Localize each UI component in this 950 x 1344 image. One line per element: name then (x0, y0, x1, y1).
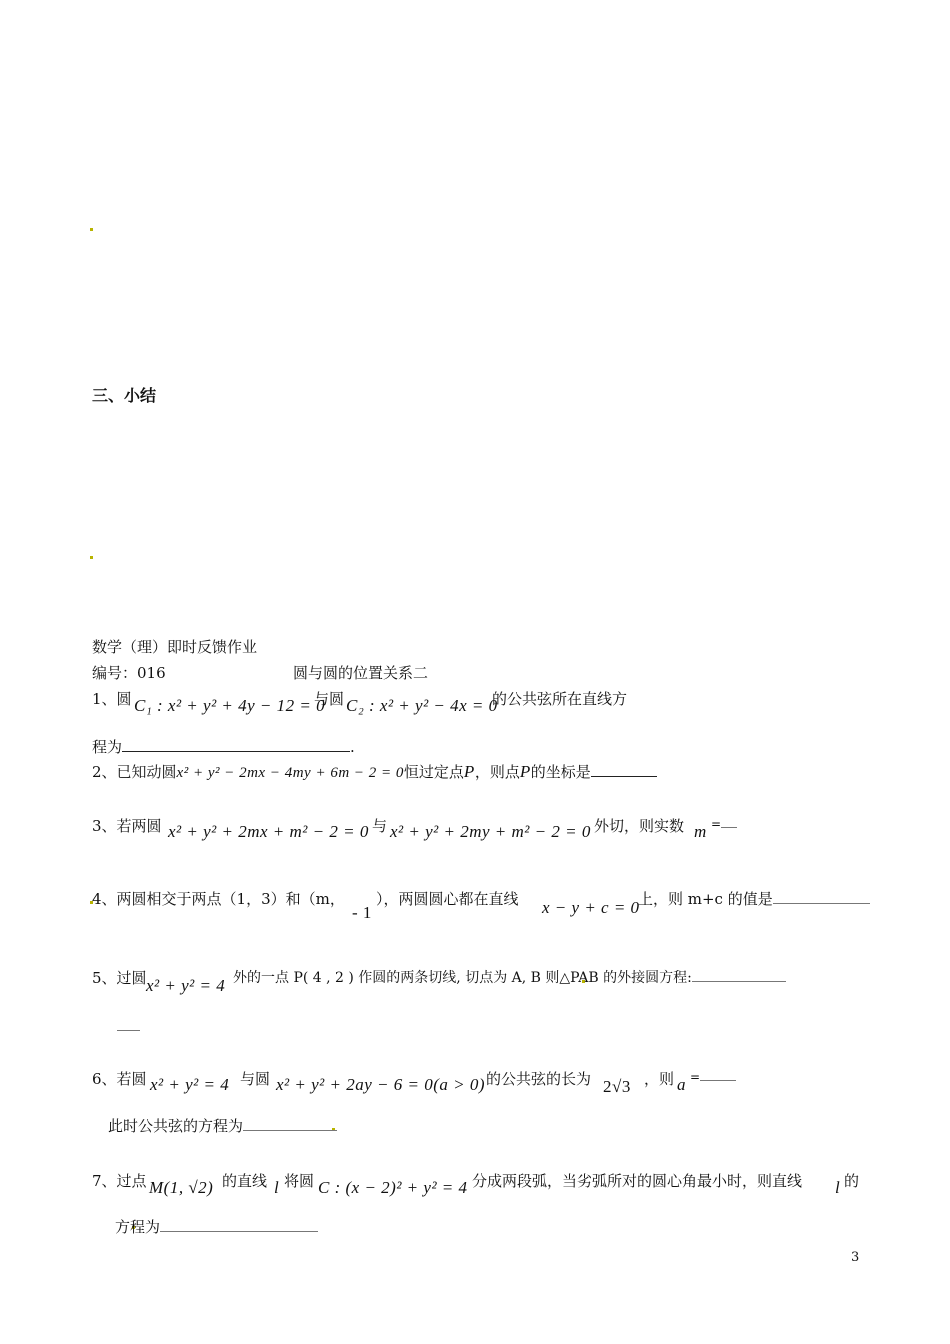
q1-mid: 与圆 (314, 690, 345, 708)
question-1-line2 (92, 736, 355, 757)
q5-suffix: 外的一点 P( 4 , 2 ) 作圆的两条切线, 切点为 A, B 则△PAB 的外接圆方程: (233, 967, 786, 987)
homework-title: 数学（理）即时反馈作业 (92, 638, 258, 656)
q2-point-p: P (463, 762, 475, 781)
q2-mid2: ，则点 (474, 763, 520, 781)
q3-suffix: 外切，则实数 (594, 817, 685, 835)
q6-equation-1: x² + y² = 4 (150, 1075, 230, 1094)
q1-line2-end: . (350, 738, 355, 756)
q4-mid: ），两圆圆心都在直线 (376, 890, 519, 908)
q3-mid: 与 (372, 817, 388, 835)
q6-mid2: 的公共弦的长为 (486, 1070, 592, 1088)
q3-equation-1: x² + y² + 2mx + m² − 2 = 0 (168, 822, 369, 841)
answer-blank[interactable] (122, 737, 350, 752)
q2-point-p2: P (519, 762, 531, 781)
q1-prefix: 1、圆 (92, 690, 132, 708)
q7-mid: 的直线 (222, 1172, 268, 1190)
answer-blank[interactable] (243, 1116, 337, 1131)
q1-suffix: 的公共弦所在直线方 (492, 690, 628, 708)
q7-line-l2: l (835, 1178, 841, 1197)
q3-eq-sign: = (711, 817, 737, 831)
q4-equation: x − y + c = 0 (542, 898, 640, 917)
q6-length: 2√3 (603, 1077, 631, 1096)
q7-mid3: 分成两段弧，当劣弧所对的圆心角最小时，则直线 (472, 1172, 803, 1190)
answer-blank[interactable] (117, 1016, 140, 1031)
q2-suffix: 的坐标是 (530, 763, 591, 781)
answer-blank[interactable] (591, 762, 657, 777)
q7-point-m: M(1, √2) (149, 1178, 214, 1197)
answer-blank[interactable] (160, 1217, 318, 1232)
homework-number: 编号：016 (92, 664, 166, 682)
question-6-line2 (108, 1115, 337, 1136)
q6-mid: 与圆 (240, 1070, 271, 1088)
q2-equation: x² + y² − 2mx − 4my + 6m − 2 = 0 (176, 765, 404, 781)
q1-equation-2: C₂ : x² + y² − 4x = 0 (346, 696, 498, 715)
homework-topic: 圆与圆的位置关系二 (293, 664, 429, 682)
q7-suffix: 的 (844, 1172, 860, 1190)
q6-eq-sign: = (690, 1070, 736, 1084)
q2-prefix: 2、已知动圆 (92, 763, 177, 781)
marker-dot (90, 228, 93, 231)
question-7-line2 (115, 1216, 318, 1237)
q7-prefix: 7、过点 (92, 1172, 147, 1190)
page-number: 3 (851, 1250, 860, 1265)
answer-blank[interactable] (692, 967, 786, 982)
q3-prefix: 3、若两圆 (92, 817, 162, 835)
q4-suffix: 上，则 m+c 的值是 (638, 888, 870, 909)
q3-equation-2: x² + y² + 2my + m² − 2 = 0 (390, 822, 591, 841)
section-heading: 三、小结 (92, 386, 157, 405)
q5-equation: x² + y² = 4 (146, 976, 226, 995)
q2-mid: 恒过定点 (403, 763, 464, 781)
q6-line2: 此时公共弦的方程为 (108, 1117, 244, 1135)
q7-line2: 方程为 (115, 1218, 161, 1236)
question-2 (92, 761, 657, 782)
q6-var-a: a (677, 1075, 686, 1094)
q6-equation-2: x² + y² + 2ay − 6 = 0(a > 0) (276, 1075, 486, 1094)
q5-prefix: 5、过圆 (92, 969, 147, 987)
question-1-line1 (92, 688, 132, 709)
q7-line-l: l (274, 1178, 280, 1197)
q6-prefix: 6、若圆 (92, 1070, 147, 1088)
q4-prefix: 4、两圆相交于两点（1，3）和（m， (92, 890, 345, 908)
q4-minus-one: - 1 (352, 903, 372, 922)
q5-blank-continued[interactable] (117, 1016, 140, 1035)
q1-equation-1: C₁ : x² + y² + 4y − 12 = 0 (134, 696, 326, 715)
answer-blank[interactable] (773, 889, 870, 904)
marker-dot (90, 556, 93, 559)
answer-blank[interactable] (721, 817, 737, 828)
answer-blank[interactable] (700, 1070, 736, 1081)
q3-var-m: m (694, 822, 707, 841)
q6-mid3: ，则 (644, 1070, 675, 1088)
q7-mid2: 将圆 (284, 1172, 315, 1190)
q1-line2: 程为 (92, 738, 123, 756)
q7-equation: C : (x − 2)² + y² = 4 (318, 1178, 468, 1197)
